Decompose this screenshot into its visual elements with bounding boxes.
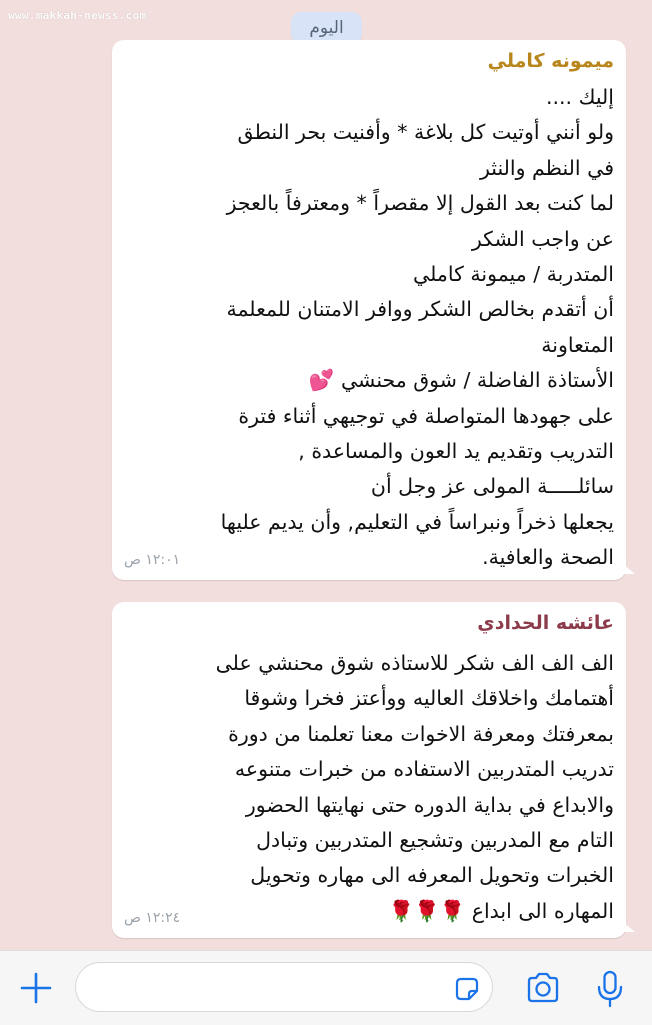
bubble-tail bbox=[623, 564, 635, 574]
message-line: التدريب وتقديم يد العون والمساعدة , bbox=[298, 438, 614, 463]
message-input[interactable] bbox=[75, 962, 493, 1012]
message-line: إليك .... bbox=[546, 85, 614, 109]
message-line: الف الف الف شكر للاستاذه شوق محنشي على bbox=[215, 651, 614, 675]
message-line: التام مع المدربين وتشجيع المتدربين وتبادل bbox=[256, 827, 614, 852]
message-bubble[interactable] bbox=[112, 40, 626, 580]
message-line: المتدربة / ميمونة كاملي bbox=[413, 261, 614, 286]
message-line: على جهودها المتواصلة في توجيهي أثناء فترة bbox=[238, 403, 614, 428]
sticker-icon[interactable] bbox=[453, 975, 481, 1003]
message-line: الصحة والعافية. bbox=[482, 545, 614, 570]
message-line: لما كنت بعد القول إلا مقصراً * ومعترفاً بالعجز bbox=[226, 191, 614, 216]
message-line: الأستاذة الفاضلة / شوق محنشي 💕 bbox=[308, 368, 614, 393]
watermark: www.makkah-newss.com bbox=[8, 9, 147, 22]
message-line: عن واجب الشكر bbox=[471, 226, 614, 251]
message-bubble[interactable] bbox=[112, 602, 626, 938]
message-time: ١٢:٢٤ ص bbox=[124, 910, 181, 926]
plus-icon[interactable] bbox=[19, 971, 53, 1005]
composer-bar bbox=[0, 950, 652, 1025]
message-line: أن أتقدم بخالص الشكر ووافر الامتنان للمعلمة bbox=[226, 297, 614, 322]
date-chip: اليوم bbox=[291, 12, 362, 44]
message-line: المهاره الى ابداع 🌹🌹🌹 bbox=[388, 898, 614, 923]
message-line: أهتمامك واخلاقك العاليه ووأعتز فخرا وشوقا bbox=[244, 686, 614, 711]
bubble-tail bbox=[623, 922, 635, 932]
message-line: الخبرات وتحويل المعرفه الى مهاره وتحويل bbox=[250, 863, 614, 888]
message-line: والابداع في بداية الدوره حتى نهايتها الحضور bbox=[245, 792, 614, 817]
message-line: بمعرفتك ومعرفة الاخوات معنا تعلمنا من دورة bbox=[228, 721, 614, 746]
message-line: في النظم والنثر bbox=[479, 155, 614, 180]
sender-name[interactable]: عائشه الحدادي bbox=[477, 612, 614, 634]
message-line: ولو أنني أوتيت كل بلاغة * وأفنيت بحر النطق bbox=[237, 120, 614, 145]
message-text bbox=[122, 80, 614, 575]
microphone-icon[interactable] bbox=[596, 969, 624, 1009]
message-line: يجعلها ذخراً ونبراساً في التعليم, وأن يديم عليها bbox=[220, 509, 614, 534]
sender-name[interactable]: ميمونه كاملي bbox=[487, 50, 614, 72]
message-line: تدريب المتدربين الاستفاده من خبرات متنوعه bbox=[234, 757, 614, 782]
message-line: المتعاونة bbox=[541, 332, 614, 357]
camera-icon[interactable] bbox=[524, 971, 562, 1005]
message-time: ١٢:٠١ ص bbox=[124, 552, 181, 568]
message-line: سائلـــــة المولى عز وجل أن bbox=[370, 474, 614, 499]
message-text bbox=[122, 646, 614, 929]
